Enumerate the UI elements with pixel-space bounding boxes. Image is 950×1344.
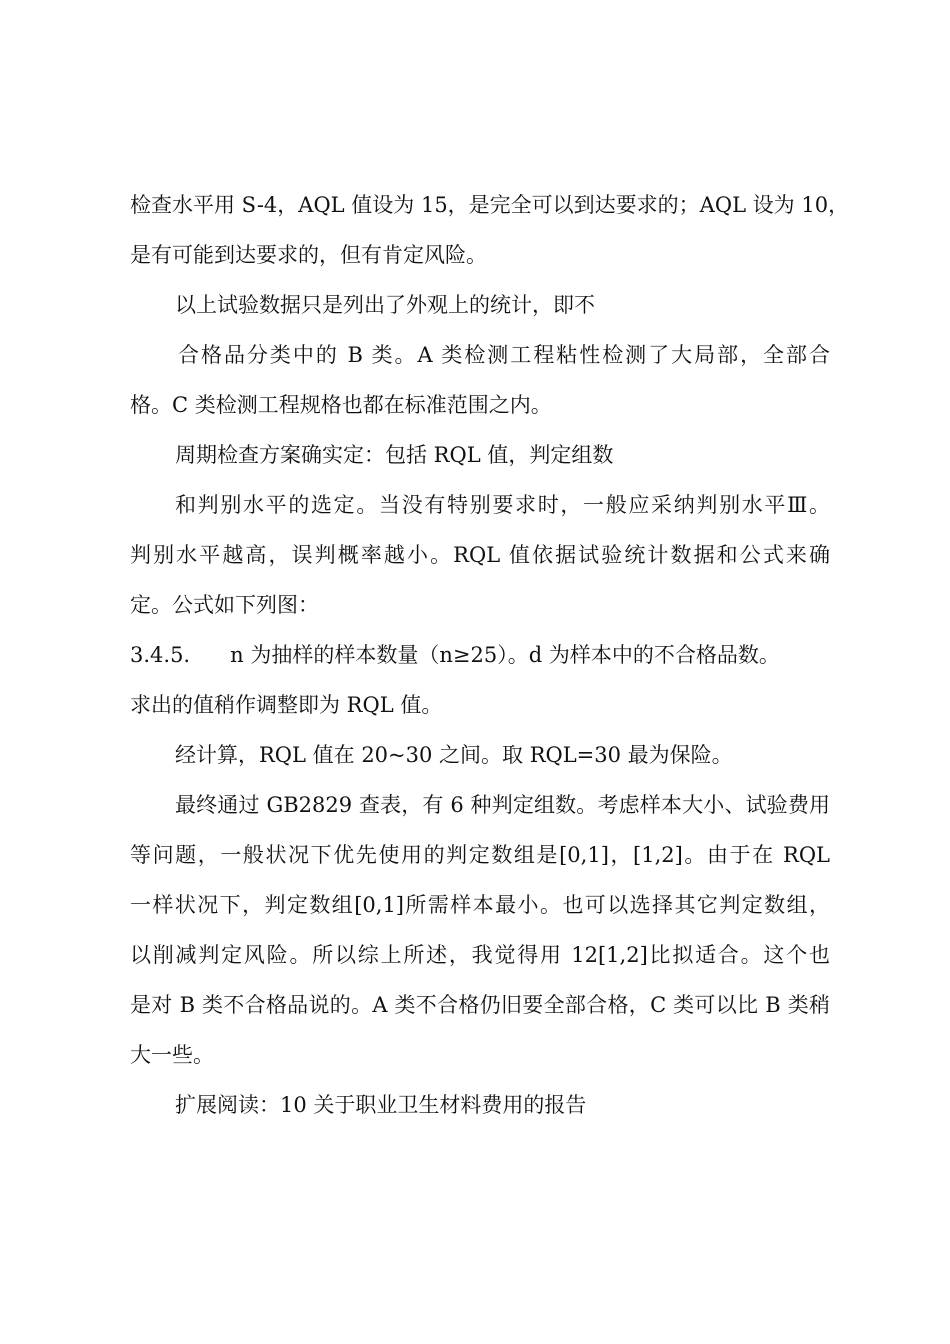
text-line: 和判别水平的选定。当没有特别要求时，一般应采纳判别水平Ⅲ。 bbox=[175, 493, 830, 517]
text-line: 3.4.5. n 为抽样的样本数量（n≥25）。d 为样本中的不合格品数。 bbox=[130, 643, 780, 667]
text-line: 定。公式如下列图： bbox=[130, 593, 319, 617]
text-line: 求出的值稍作调整即为 RQL 值。 bbox=[130, 693, 443, 717]
text-line: 检查水平用 S-4，AQL 值设为 15，是完全可以到达要求的；AQL 设为 10， bbox=[130, 193, 850, 217]
text-line: 是对 B 类不合格品说的。A 类不合格仍旧要全部合格，C 类可以比 B 类稍 bbox=[130, 993, 830, 1017]
text-line: 大一些。 bbox=[130, 1043, 214, 1067]
text-line: 以上试验数据只是列出了外观上的统计，即不 bbox=[175, 293, 595, 317]
text-line: 是有可能到达要求的，但有肯定风险。 bbox=[130, 243, 487, 267]
text-line: 经计算，RQL 值在 20~30 之间。取 RQL=30 最为保险。 bbox=[175, 743, 733, 767]
text-line: 合格品分类中的 B 类。A 类检测工程粘性检测了大局部，全部合 bbox=[178, 343, 830, 367]
text-line: 等问题，一般状况下优先使用的判定数组是[0,1]，[1,2]。由于在 RQL bbox=[130, 843, 830, 867]
text-line: 一样状况下，判定数组[0,1]所需样本最小。也可以选择其它判定数组， bbox=[130, 893, 830, 917]
text-line: 最终通过 GB2829 查表，有 6 种判定组数。考虑样本大小、试验费用 bbox=[175, 793, 830, 817]
text-line: 以削减判定风险。所以综上所述，我觉得用 12[1,2]比拟适合。这个也 bbox=[130, 943, 830, 967]
text-line: 周期检查方案确实定：包括 RQL 值，判定组数 bbox=[175, 443, 614, 467]
text-line: 格。C 类检测工程规格也都在标准范围之内。 bbox=[130, 393, 552, 417]
text-line: 扩展阅读：10 关于职业卫生材料费用的报告 bbox=[175, 1093, 587, 1117]
text-line: 判别水平越高，误判概率越小。RQL 值依据试验统计数据和公式来确 bbox=[130, 543, 830, 567]
